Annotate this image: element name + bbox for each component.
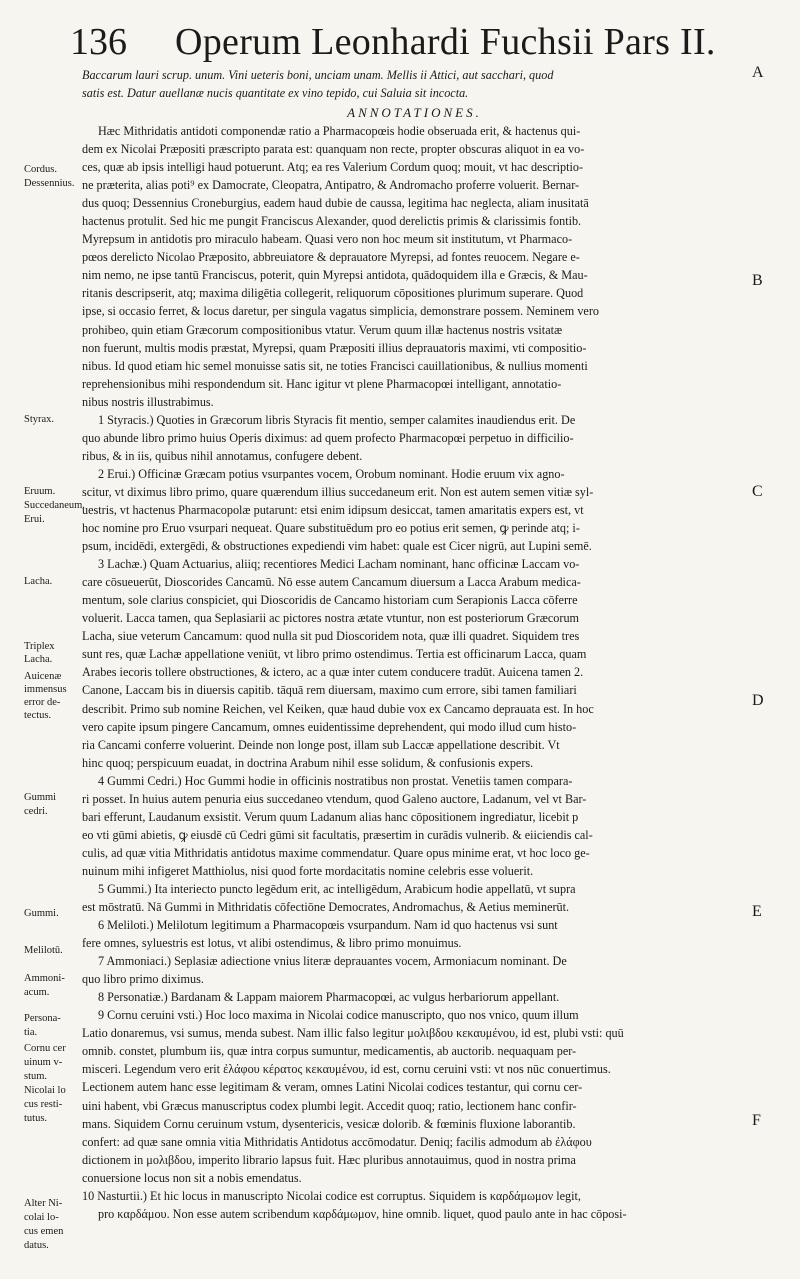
text-line: vero capite ipsum pingere Cancamum, omnes euidentissime deprehendent, qui modo illud cum histo- (82, 719, 577, 734)
text-line: Myrepsum in antidotis pro miraculo habeam. Quasi vero non hoc meum sit institutum, vt Pharmaco- (82, 232, 573, 247)
text-line: nim nemo, ne ipse tantū Franciscus, poterit, quin Myrepsi antidota, quādoquidem illa e Græcis, & Mau- (82, 268, 588, 283)
sidenote: datus. (24, 1240, 49, 1251)
text-line: bari efferunt, Laudanum exsistit. Verum quum Ladanum alias hanc cōpositionem ingrediatur, licebit p (82, 809, 579, 824)
text-line: eo vti gūmi abietis, ꝙ eiusdē cū Cedri gūmi sit facultatis, præsertim in curādis vulnerib. & eiiciendis cal- (82, 827, 593, 842)
text-line: 1 Styracis.) Quoties in Græcorum libris Styracis fit mentio, semper calamites inaudiendus erit. De (98, 412, 576, 427)
sidenote: Erui. (24, 514, 45, 525)
text-line: ri posset. In huius autem penuria eius succedaneo vtendum, quod Galeno auctore, Ladanum, vel vt Bar- (82, 791, 587, 806)
sidenote: Auicenæ (24, 671, 62, 682)
text-line: dem ex Nicolai Præpositi præscripto parata est: quanquam non recte, propter obscuras aliquot in ea vo- (82, 142, 585, 157)
sidenote: stum. (24, 1071, 48, 1082)
sidenote: Persona- (24, 1013, 61, 1024)
text-line: mentum, sole clarius conspiciet, qui Dioscoridis de Cancamo historiam cum Serapionis Lacca cōferre (82, 593, 578, 608)
text-line: 2 Erui.) Officinæ Græcam potius vsurpantes vocem, Orobum nominant. Hodie eruum vix agno- (98, 466, 565, 481)
annotations-heading: ANNOTATIONES. (347, 105, 482, 120)
text-line: quo libro primo diximus. (82, 972, 204, 987)
text-line: omnib. constet, plumbum iis, quæ intra corpus sumuntur, medicamentis, ab auctorib. nequaquam per- (82, 1044, 577, 1059)
sidenote: uinum v- (24, 1057, 63, 1068)
text-line: prohibeo, quin etiam Græcorum compositionibus vtatur. Verum quum illæ hactenus nostris vsitatæ (82, 322, 563, 337)
text-line: confert: ad quæ sane omnia vitia Mithridatis Antidotus accōmodatur. Deniq; facilis admodum ab ἐλάφου (82, 1134, 592, 1149)
text-line: hoc nomine pro Eruo vsurpari nequeat. Quare substituēdum pro eo potius erit semen, ꝙ perinde atq; i- (82, 521, 580, 536)
text-line: care cōsueuerūt, Dioscorides Cancamū. Nō esse autem Cancamum diuersum a Lacca Arabum medica- (82, 575, 581, 590)
text-line: ne præterita, alias poti⁹ ex Damocrate, Cleopatra, Antipatro, & Andromacho proferre voluerit. Bernar- (82, 178, 580, 193)
text-line: sunt res, quæ Lachæ appellatione veniūt, vt libro primo ostendimus. Tertia est officinarum Lacca, quam (82, 647, 587, 662)
margin-letter: D (752, 692, 764, 709)
margin-letter: A (752, 64, 764, 81)
text-line: dictionem in μολιβδου, imperito librario lapsus fuit. Hæc pluribus annotauimus, quod in nostra prima (82, 1152, 576, 1167)
text-line: Hæc Mithridatis antidoti componendæ ratio a Pharmacopœis hodie obseruada erit, & hactenus qui- (98, 124, 581, 138)
sidenote: cedri. (24, 806, 48, 817)
sidenote: Cornu cer (24, 1043, 66, 1054)
text-line: voluerit. Lacca tamen, qua Seplasiarii ac pictores nostra ætate vtuntur, non est posteriorum Græcorum (82, 611, 580, 626)
sidenote: tutus. (24, 1113, 48, 1124)
text-line: ritanis descripserit, atq; maxima diligētia collegerit, reliquorum cōpositiones plurimum superare. Quod (82, 286, 584, 301)
sidenote: Melilotū. (24, 945, 63, 956)
text-line: 5 Gummi.) Ita interiecto puncto legēdum erit, ac intelligēdum, Arabicum hodie appellatū, vt supra (98, 881, 576, 896)
sidenote: cus emen (24, 1226, 64, 1237)
text-line: Arabes iecoris tollere obstructiones, & ictero, ac a quæ inter cutem conducere tradūt. Auicena tamen 2. (82, 665, 584, 680)
text-line: culis, ad quæ vitia Mithridatis antidotus maxime commendatur. Quare opus minime erat, vt hoc loco ge- (82, 845, 590, 860)
sidenote: tia. (24, 1027, 38, 1038)
sidenote: Gummi. (24, 908, 59, 919)
sidenote: acum. (24, 987, 50, 998)
text-line: mans. Siquidem Cornu ceruinum vstum, dysentericis, vesicæ dolorib. & fœminis fluxione laborantib. (82, 1116, 576, 1131)
text-line: ces, quæ ab ipsis intelligi haud potuerunt. Atq; ea res Valerium Cordum quoq; mouit, vt hac descriptio- (82, 160, 584, 175)
text-line: non fuerunt, multis modis præstat, Myrepsi, quam Præpositi illius deprauatoris maximi, vti compositio- (82, 340, 587, 355)
text-line: ribus, & in iis, quibus nihil annotamus, confugere debent. (82, 448, 363, 463)
sidenote: Ammoni- (24, 973, 65, 984)
text-line: nuinum mihi infigeret Matthiolus, nisi quod forte mordacitatis nomine celebris esse voluerit. (82, 863, 534, 878)
sidenote: immensus (24, 684, 67, 695)
sidenote: cus resti- (24, 1099, 63, 1110)
text-line: 3 Lachæ.) Quam Actuarius, aliiq; recentiores Medici Lacham nominant, hanc officinæ Laccam vo- (98, 557, 580, 572)
text-line: ipse, si occasio ferret, & locus daretur, per singula vagatus simplicia, demonstrare possem. Neminem vero (82, 304, 599, 319)
sidenote: colai lo- (24, 1212, 59, 1223)
sidenote: Gummi (24, 792, 57, 803)
text-line: ria Cancami conferre voluerint. Deinde non longe post, illam sub Laccæ appellatione describit. Vt (82, 737, 560, 752)
sidenote: error de- (24, 697, 61, 708)
text-line: dus quoq; Dessennius Croneburgius, eadem haud dubie de caussa, legitima hac neglecta, aliam inusitatā (82, 196, 589, 211)
text-line: 6 Meliloti.) Melilotum legitimum a Pharmacopœis vsurpandum. Nam id quo hactenus vsi sunt (98, 918, 558, 933)
text-line: quo abunde libro primo huius Operis diximus: ad quem profecto Pharmacopœi perpetuo in difficilio- (82, 430, 574, 445)
text-line: 10 Nasturtii.) Et hic locus in manuscripto Nicolai codice est corruptus. Siquidem is καρδάμωμον legit, (82, 1188, 581, 1203)
page-number: 136 (70, 21, 127, 63)
text-line: describit. Primo sub nomine Reichen, vel Keiken, quæ haud dubie vox ex Cancamo deprauata est. In hoc (82, 701, 594, 716)
sidenote: tectus. (24, 710, 52, 721)
running-title: Operum Leonhardi Fuchsii Pars II. (175, 21, 716, 63)
text-line: 8 Personatiæ.) Bardanam & Lappam maiorem Pharmacopœi, ac vulgus herbariorum appellant. (98, 990, 560, 1005)
text-line: 4 Gummi Cedri.) Hoc Gummi hodie in officinis nostratibus non prostat. Venetiis tamen compara- (98, 773, 573, 788)
text-line: nibus nostris illustrabimus. (82, 394, 214, 409)
sidenote: Styrax. (24, 414, 55, 425)
margin-letter: B (752, 272, 763, 289)
text-line: 7 Ammoniaci.) Seplasiæ adiectione vnius literæ deprauantes vocem, Armoniacum nominant. De (98, 954, 567, 969)
page-header (70, 14, 730, 74)
sidenote: Lacha. (24, 654, 53, 665)
text-line: hactenus protulit. Sed hic me pungit Franciscus Alexander, quod derelictis primis & clarissimis fontib. (82, 214, 582, 229)
text-line: uini habent, vbi Græcus manuscriptus codex plumbi legit. Accedit quoq; ratio, lectionem hanc confir- (82, 1098, 577, 1113)
margin-letter: F (752, 1112, 761, 1129)
sidenote: Eruum. (24, 486, 56, 497)
text-line: pœos derelicto Nicolao Præposito, abbreuiatore & deprauatore Myrepsi, ad fontes reuocem. Negare e- (82, 250, 580, 265)
sidenote: Cordus. (24, 164, 57, 175)
text-line: Lacha, siue veterum Cancamum: quod nulla sit pud Dioscoridem nota, quæ illi quadret. Siquidem tres (82, 629, 580, 644)
sidenote: Lacha. (24, 576, 53, 587)
sidenote: Nicolai lo (24, 1085, 66, 1096)
text-line: reprehensionibus mihi respondendum sit. Hanc igitur vt plene Pharmacopœi intelligant, annotatio- (82, 376, 562, 391)
sidenote: Triplex (24, 641, 55, 652)
text-line: Canone, Laccam bis in diuersis capitib. tāquā rem diuersam, maximo cum errore, sibi tamen familiari (82, 683, 577, 698)
text-line: scitur, vt diximus libro primo, quare quærendum illius succedaneum erit. Non est autem semen vitiæ syl- (82, 484, 594, 499)
text-line: conuersione locus non sit a nobis emendatus. (82, 1170, 302, 1185)
recipe-closing (82, 66, 747, 102)
text-line: nibus. Id quod etiam hic semel monuisse satis sit, ne toties Francisci cauillationibus, & nullius momenti (82, 358, 588, 373)
text-line: Lectionem autem hanc esse legitimam & veram, omnes Latini Nicolai codices testantur, qui cornu cer- (82, 1080, 583, 1095)
text-line: hinc quoq; perspicuum euadat, in doctrina Arabum nihil esse solidum, & confusionis expers. (82, 755, 534, 770)
sidenote: Succedaneum. (24, 500, 85, 511)
text-line: pro καρδάμου. Non esse autem scribendum καρδάμωμον, hine omnib. liquet, quod paulo ante in hac cōposi- (98, 1206, 627, 1221)
text-line: Latio donaremus, vsi sumus, menda subest. Nam illic falso legitur μολιβδου κεκαυμένου, id est, plubi vsti: quū (82, 1026, 624, 1041)
text-line: satis est. Datur auellanæ nucis quantitate ex vino tepido, cui Saluia sit incocta. (82, 86, 469, 101)
margin-letter: C (752, 483, 763, 500)
text-line: psum, incidēdi, extergēdi, & obstructiones expediendi vim habet: quale est Cicer nigrū, aut Lupini semē. (82, 539, 592, 554)
text-line: 9 Cornu ceruini vsti.) Hoc loco maxima in Nicolai codice manuscripto, quo nos vnico, quum illum (98, 1008, 579, 1023)
sidenote: Alter Ni- (24, 1198, 63, 1209)
text-line: Baccarum lauri scrup. unum. Vini ueteris boni, unciam unam. Mellis ii Attici, aut sacchari, quod (82, 68, 554, 82)
text-line: est mōstratū. Nā Gummi in Mithridatis cōfectiōne Democrates, Andromachus, & Aetius meminerūt. (82, 900, 570, 915)
text-line: fere omnes, syluestris est lotus, vt alibi ostendimus, & libro primo monuimus. (82, 936, 462, 951)
text-line: misceri. Legendum vero erit ἐλάφου κέρατος κεκαυμένου, id est, cornu ceruini vsti: vt nos nūc conuertimus. (82, 1062, 611, 1077)
sidenote: Dessennius. (24, 178, 75, 189)
text-line: uestris, vt hactenus Pharmacopolæ putarunt: etsi enim idipsum desiccat, tamen amaritatis expers est, vt (82, 502, 584, 517)
annotations-body (82, 122, 747, 1223)
margin-letter: E (752, 903, 762, 920)
